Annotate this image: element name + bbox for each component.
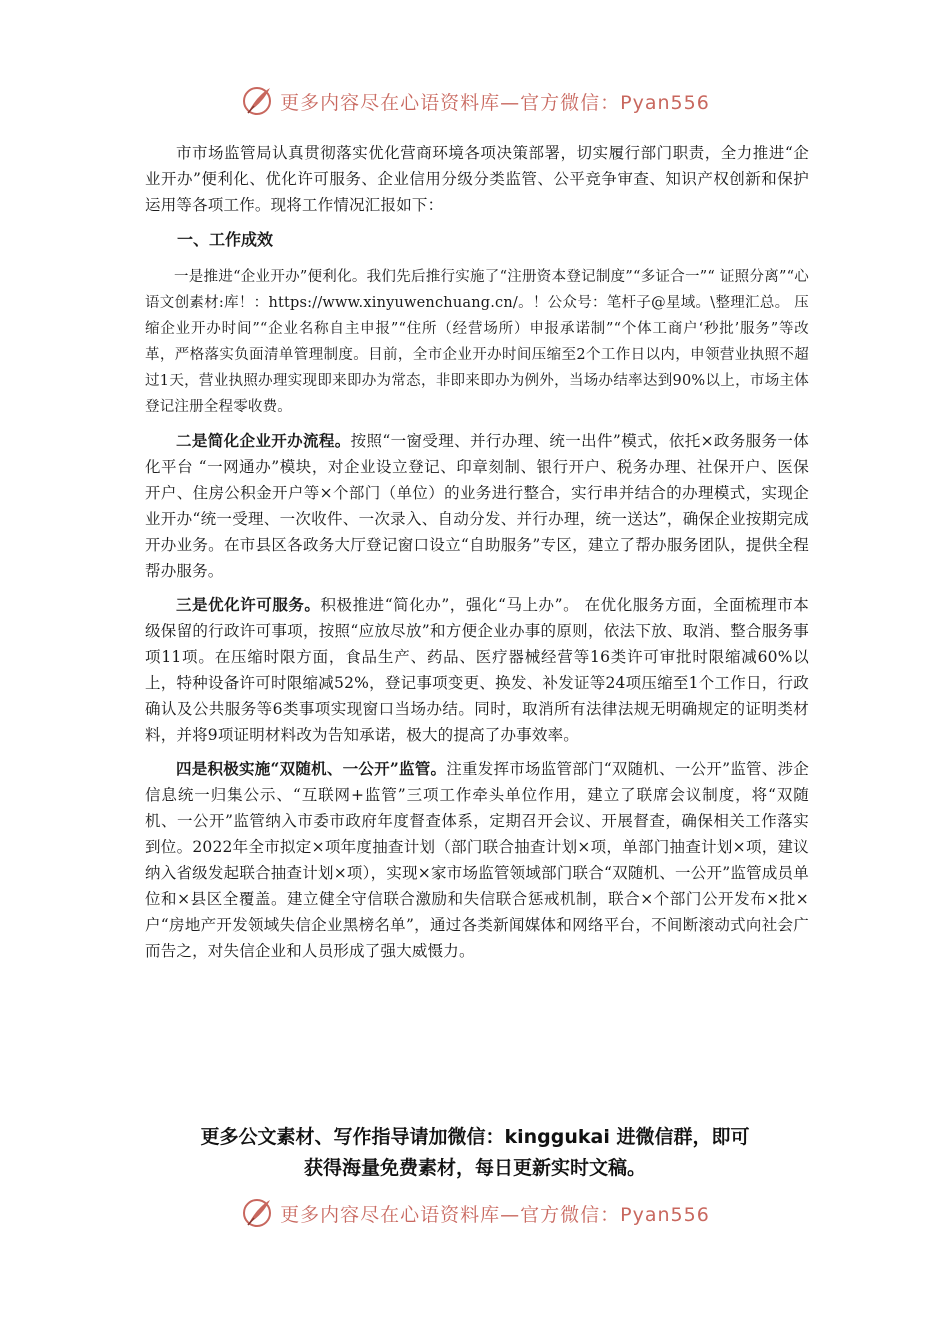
item4-lead: 四是积极实施“双随机、一公开”监管。 (176, 759, 447, 778)
intro-paragraph: 市市场监管局认真贯彻落实优化营商环境各项决策部署，切实履行部门职责，全力推进“企业开办”便利化、优化许可服务、企业信用分级分类监管、公平竞争审查、知识产权创新和保护运用等各项工作。现将工作情况汇报如下： (145, 144, 809, 214)
item2-lead: 二是简化企业开办流程。 (176, 431, 351, 450)
feather-pen-logo-icon (240, 84, 274, 118)
item2-text: 按照“一窗受理、并行办理、统一出件”模式，依托×政务服务一体化平台 “一网通办”模块，对企业设立登记、印章刻制、银行开户、税务办理、社保开户、医保开户、住房公积金开户等×个部门（单位）的业务进行整合，实行串并结合的办理模式，实现企业开办“统一受理、一次收件、一次录入、自动分发、并行办理，统一送达”，确保企业按期完成开办业务。在市县区各政务大厅登记窗口设立“自助服务”专区，建立了帮办服务团队，提供全程帮办服务。 (145, 432, 810, 580)
promo-line-2: 获得海量免费素材，每日更新实时文稿。 (303, 1157, 646, 1179)
section-heading: 一、工作成效 (177, 230, 274, 249)
item2-paragraph (145, 428, 809, 584)
item3-lead: 三是优化许可服务。 (176, 595, 321, 614)
footer-banner-text: 更多内容尽在心语资料库—官方微信：Pyan556 (280, 1203, 710, 1226)
header-banner (0, 84, 950, 118)
document-body (145, 140, 809, 972)
promo-line-1: 更多公文素材、写作指导请加微信：kinggukai 进微信群，即可 (200, 1126, 750, 1148)
header-banner-text: 更多内容尽在心语资料库—官方微信：Pyan556 (280, 91, 710, 114)
item4-paragraph (145, 756, 809, 964)
item1-paragraph: 一是推进“企业开办”便利化。我们先后推行实施了“注册资本登记制度”“多证合一”“ 证照分离”“心语文创素材:库！：https://www.xinyuwenchuang.cn/。！公众号：笔杆子@星域。\整理汇总。 压缩企业开办时间”“企业名称自主申报”“住所（经营场所）申报承诺制”“个体工商户‘秒批’服务”等改革，严格落实负面清单管理制度。目前，全市企业开办时间压缩至2个工作日以内，申领营业执照不超过1天，营业执照办理实现即来即办为常态，非即来即办为例外，当场办结率达到90%以上，市场主体登记注册全程零收费。 (145, 269, 809, 415)
footer-banner (0, 1196, 950, 1230)
item3-text: 积极推进“简化办”，强化“马上办”。 在优化服务方面，全面梳理市本级保留的行政许可事项，按照“应放尽放”和方便企业办事的原则，依法下放、取消、整合服务事项11项。在压缩时限方面，食品生产、药品、医疗器械经营等16类许可审批时限缩减60%以上，特种设备许可时限缩减52%，登记事项变更、换发、补发证等24项压缩至1个工作日，行政确认及公共服务等6类事项实现窗口当场办结。同时，取消所有法律法规无明确规定的证明类材料，并将9项证明材料改为告知承诺，极大的提高了办事效率。 (145, 596, 809, 744)
item3-paragraph (145, 592, 809, 748)
item4-text: 注重发挥市场监管部门“双随机、一公开”监管、涉企信息统一归集公示、“互联网+监管”三项工作牵头单位作用，建立了联席会议制度，将“双随机、一公开”监管纳入市委市政府年度督查体系，定期召开会议、开展督查，确保相关工作落实到位。2022年全市拟定×项年度抽查计划（部门联合抽查计划×项，单部门抽查计划×项，建议纳入省级发起联合抽查计划×项），实现×家市场监管领域部门联合“双随机、一公开”监管成员单位和×县区全覆盖。建立健全守信联合激励和失信联合惩戒机制，联合×个部门公开发布×批×户“房地产开发领域失信企业黑榜名单”，通过各类新闻媒体和网络平台，不间断滚动式向社会广而告之，对失信企业和人员形成了强大威慑力。 (145, 760, 810, 960)
promo-notice (120, 1122, 830, 1184)
feather-pen-logo-icon (240, 1196, 274, 1230)
